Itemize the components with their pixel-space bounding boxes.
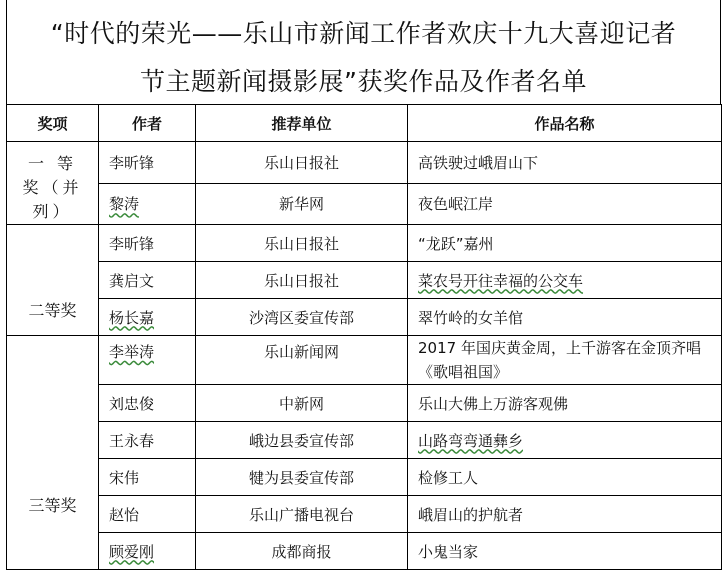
table-header-row <box>7 105 722 142</box>
work-cell: 峨眉山的护航者 <box>408 496 722 533</box>
author-cell: 王永春 <box>99 422 196 459</box>
table-row <box>7 459 722 496</box>
unit-cell: 乐山日报社 <box>196 142 408 184</box>
header-prize: 奖项 <box>7 105 99 142</box>
work-cell: 菜农号开往幸福的公交车 <box>418 271 584 290</box>
unit-cell: 乐山新闻网 <box>196 336 408 385</box>
table-row <box>7 262 722 299</box>
work-cell: 2017 年国庆黄金周，上千游客在金顶齐唱《歌唱祖国》 <box>408 336 722 385</box>
work-cell: 小鬼当家 <box>408 533 722 570</box>
unit-cell: 成都商报 <box>196 533 408 570</box>
table-row <box>7 225 722 262</box>
work-cell: “龙跃”嘉州 <box>408 225 722 262</box>
table-row <box>7 496 722 533</box>
author-cell: 李昕锋 <box>99 225 196 262</box>
author-cell: 李昕锋 <box>99 142 196 184</box>
table-row <box>7 533 722 570</box>
author-cell: 顾爱刚 <box>109 542 155 561</box>
unit-cell: 中新网 <box>196 385 408 422</box>
table-row <box>7 299 722 336</box>
table-row <box>7 183 722 225</box>
unit-cell: 犍为县委宣传部 <box>196 459 408 496</box>
title-line-1: “时代的荣光——乐山市新闻工作者欢庆十九大喜迎记者 <box>50 19 677 48</box>
author-cell: 杨长嘉 <box>109 308 155 327</box>
work-cell: 检修工人 <box>408 459 722 496</box>
header-unit: 推荐单位 <box>196 105 408 142</box>
unit-cell: 沙湾区委宣传部 <box>196 299 408 336</box>
author-cell: 宋伟 <box>99 459 196 496</box>
work-cell: 高铁驶过峨眉山下 <box>408 142 722 184</box>
prize-second <box>7 225 99 336</box>
prize-first-label: 一 等 奖（并列） <box>22 154 83 221</box>
table-row <box>7 385 722 422</box>
work-cell: 乐山大佛上万游客观佛 <box>408 385 722 422</box>
table-row <box>7 142 722 184</box>
unit-cell: 峨边县委宣传部 <box>196 422 408 459</box>
author-cell: 刘忠俊 <box>99 385 196 422</box>
title-line-2: 节主题新闻摄影展”获奖作品及作者名单 <box>140 67 587 96</box>
header-work: 作品名称 <box>408 105 722 142</box>
table-row <box>7 336 722 385</box>
header-author: 作者 <box>99 105 196 142</box>
prize-third-label: 三等奖 <box>28 496 77 515</box>
table-row <box>7 422 722 459</box>
work-cell: 夜色岷江岸 <box>408 183 722 225</box>
work-cell: 山路弯弯通彝乡 <box>418 431 524 450</box>
author-cell: 黎涛 <box>109 195 140 214</box>
unit-cell: 乐山广播电视台 <box>196 496 408 533</box>
author-cell: 李举涛 <box>109 343 155 361</box>
unit-cell: 乐山日报社 <box>196 262 408 299</box>
prize-third <box>7 336 99 570</box>
author-cell: 赵怡 <box>99 496 196 533</box>
unit-cell: 新华网 <box>196 183 408 225</box>
awards-table <box>6 104 722 570</box>
work-cell: 翠竹岭的女羊倌 <box>408 299 722 336</box>
unit-cell: 乐山日报社 <box>196 225 408 262</box>
prize-second-label: 二等奖 <box>28 300 77 320</box>
prize-first <box>7 142 99 225</box>
author-cell: 龚启文 <box>99 262 196 299</box>
title-block <box>6 0 721 104</box>
